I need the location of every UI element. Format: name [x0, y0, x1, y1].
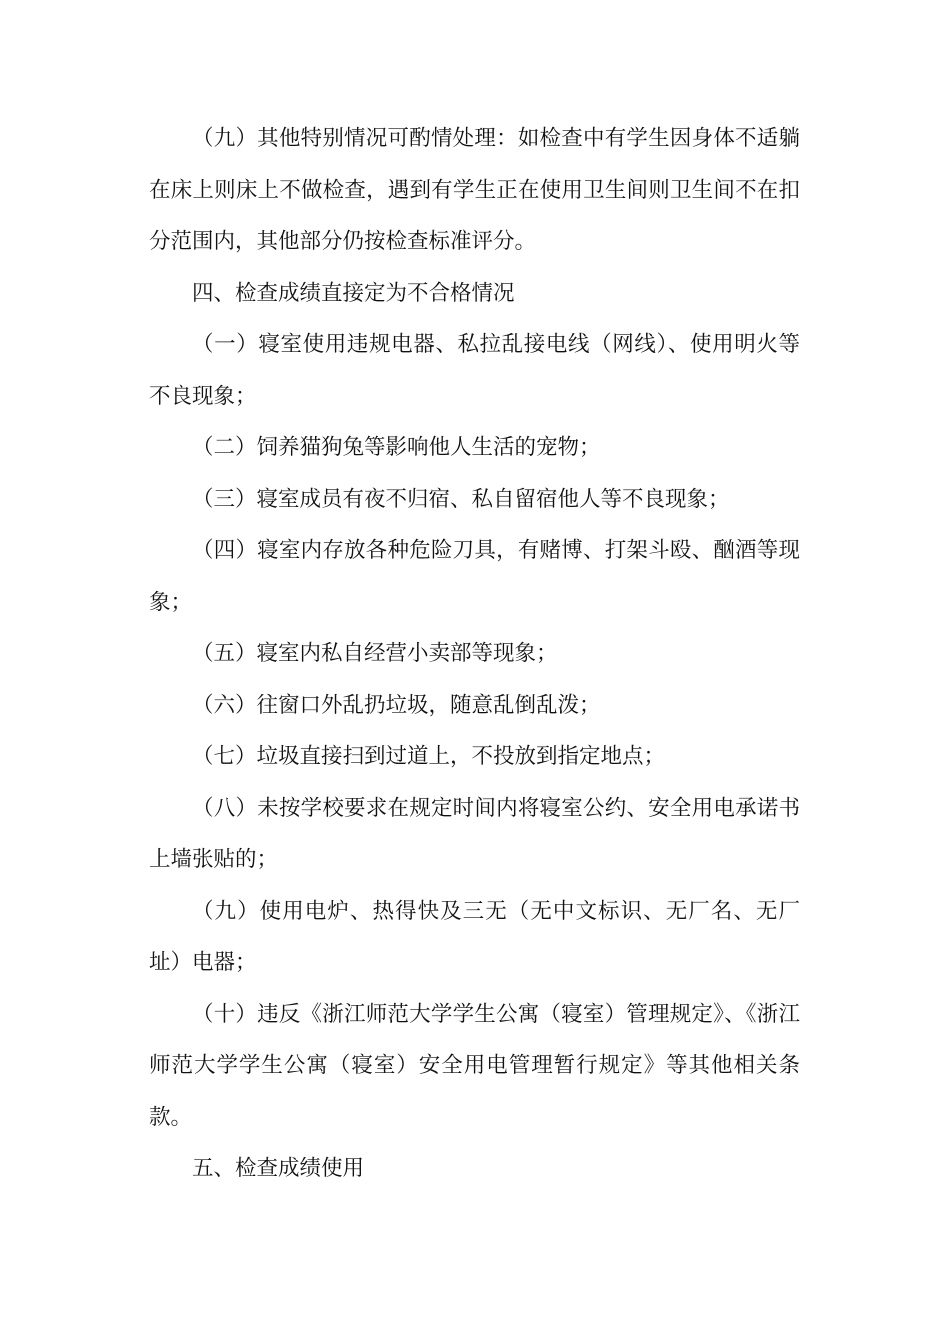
- paragraph-item-9-special-cases: （九）其他特别情况可酌情处理：如检查中有学生因身体不适躺在床上则床上不做检查，遇到有学生正在使用卫生间则卫生间不在扣分范围内，其他部分仍按检查标准评分。: [149, 126, 800, 254]
- section-heading-5: 五、检查成绩使用: [192, 1156, 365, 1181]
- paragraph-item-7: （七）垃圾直接扫到过道上，不投放到指定地点；: [192, 744, 666, 769]
- paragraph-item-3: （三）寝室成员有夜不归宿、私自留宿他人等不良现象；: [192, 486, 730, 512]
- section-heading-4: 四、检查成绩直接定为不合格情况: [192, 280, 515, 306]
- paragraph-item-4: （四）寝室内存放各种危险刀具，有赌博、打架斗殴、酗酒等现象；: [149, 538, 800, 615]
- paragraph-item-10: （十）违反《浙江师范大学学生公寓（寝室）管理规定》、《浙江师范大学学生公寓（寝室）安全用电管理暂行规定》等其他相关条款。: [149, 1001, 800, 1130]
- paragraph-item-2: （二）饲养猫狗兔等影响他人生活的宠物；: [192, 435, 601, 460]
- paragraph-item-8: （八）未按学校要求在规定时间内将寝室公约、安全用电承诺书上墙张贴的；: [149, 795, 800, 872]
- paragraph-item-9: （九）使用电炉、热得快及三无（无中文标识、无厂名、无厂址）电器；: [149, 898, 800, 975]
- paragraph-item-5: （五）寝室内私自经营小卖部等现象；: [192, 641, 558, 666]
- paragraph-item-6: （六）往窗口外乱扔垃圾，随意乱倒乱泼；: [192, 692, 601, 718]
- paragraph-item-1: （一）寝室使用违规电器、私拉乱接电线（网线）、使用明火等不良现象；: [149, 332, 800, 409]
- document-body: [149, 113, 800, 1195]
